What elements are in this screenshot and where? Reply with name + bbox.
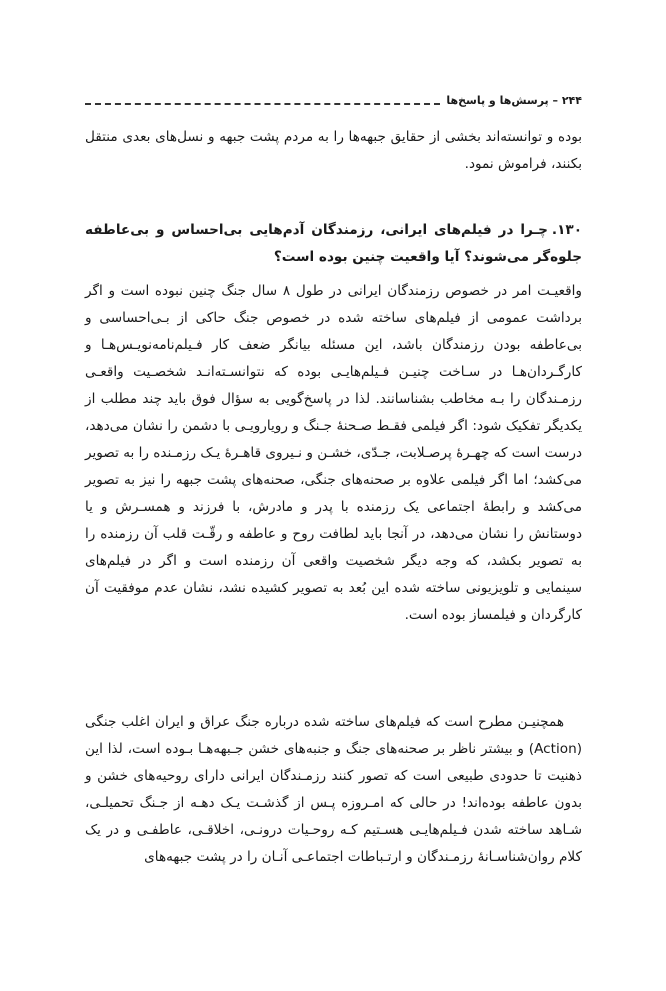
question-text: چـرا در فیلم‌های ایرانی، رزمندگان آدم‌هایی بی‌احساس و بی‌عاطفه جلوه‌گر می‌شوند؟ آیا واقعیت چنین بوده است؟: [85, 222, 582, 265]
answer-paragraph: [85, 278, 582, 629]
intro-paragraph: [85, 124, 582, 178]
answer-text: واقعیـت امر در خصوص رزمندگان ایرانی در طول ۸ سال جنگ چنین نبوده است و اگر برداشت عمومی از فیلم‌های ساخته شده در خصوص جنگ حاکی از بـی‌احساسی و بی‌عاطفه بودن رزمندگان باشد، این مسئله بیانگر ضعف کار فـیلم‌نامه‌نویـس‌هـا و کارگـردان‌هـا در سـاخت چنیـن فـیلم‌هایـی بوده که نتوانسـته‌انـد شخصـیت واقعـی رزمـندگان را بـه مخاطب بشناسانند. لذا در پاسخ‌گویی به سؤال فوق باید چند مطلب از یکدیگر تفکیک شود: اگر فیلمی فقـط صـحنهٔ جـنگ و رویارویـی با دشمن را نشان می‌دهد، درست است که چهـرهٔ پرصـلابت، جـدّی، خشـن و نـیروی قاهـرهٔ یـک رزمـنده را به تصویر می‌کشد؛ اما اگر فیلمی علاوه بر صحنه‌های جنگی، صحنه‌های پشت جبهه را نیز به تصویر می‌کشد و رابطهٔ اجتماعی یک رزمنده با پدر و مادرش، با فرزند و همسـرش و یا دوستانش را نشان می‌دهد، در آنجا باید لطافت روح و عاطفه و رقّـت قلب آن رزمنده را به تصویر بکشد، که وجه دیگر شخصیت واقعی آن رزمنده است و اگر در فیلم‌های سینمایی و تلویزیونی ساخته شده این بُعد به تصویر کشیده نشد، نشان عدم موفقیت آن کارگردان و فیلمساز بوده است.: [85, 283, 582, 623]
page-number: ۲۴۴: [561, 94, 582, 107]
second-paragraph: [85, 709, 582, 871]
header-dashed-rule: [85, 103, 440, 105]
running-title: پرسش‌ها و پاسخ‌ها: [446, 94, 549, 107]
question-heading: [85, 217, 582, 271]
intro-text: بوده و توانسته‌اند بخشی از حقایق جبهه‌ها را به مردم پشت جبهه و نسل‌های بعدی منتقل بکنند، فراموش نمود.: [85, 129, 582, 172]
header-text: ۲۴۴ – پرسش‌ها و پاسخ‌ها: [446, 94, 582, 107]
running-header: [85, 86, 582, 108]
book-page: [85, 0, 582, 991]
second-text: همچنیـن مطرح است که فیلم‌های ساخته شده درباره جنگ عراق و ایران اغلب جنگی (Action) و بیشتر ناظر بر صحنه‌های جنگ و جنبه‌های خشن جـبهه‌هـا بـوده است، لذا این ذهنیت تا حدودی طبیعی است که تصور کنند رزمـندگان ایرانی دارای روحیه‌های خشن و بدون عاطفه بوده‌اند! در حالی که امـروزه پـس از گذشـت یـک دهـه از جـنگ تحمیلـی، شـاهد ساخته شدن فـیلم‌هایـی هسـتیم کـه روحـیات درونـی، اخلاقـی، عاطفـی و در یک کلام روان‌شناسـانهٔ رزمـندگان و ارتـباطات اجتماعـی آنـان را در پشت جبهه‌های: [85, 714, 582, 865]
question-number: ۱۳۰.: [551, 222, 582, 238]
